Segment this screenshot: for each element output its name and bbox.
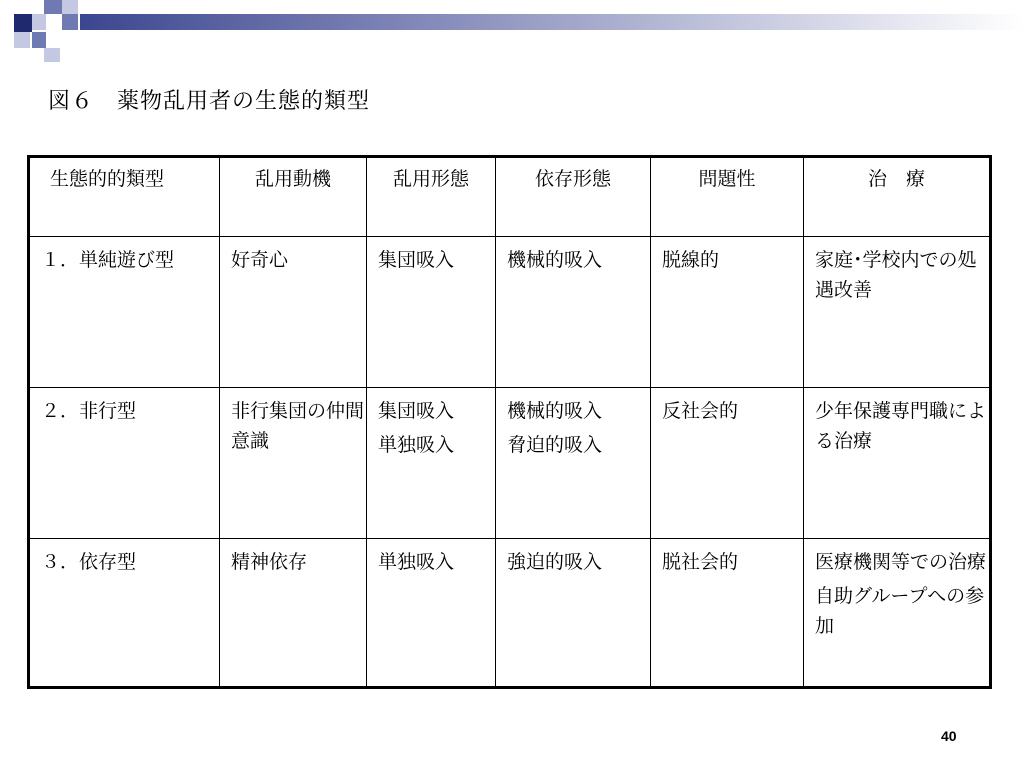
dependence-cell xyxy=(496,237,651,388)
table-row xyxy=(29,388,991,539)
treatment-text: 医療機関等での治療 xyxy=(815,551,987,573)
dependence-cell xyxy=(496,388,651,539)
problem-cell xyxy=(651,388,804,539)
dependence-text: 強迫的吸入 xyxy=(507,551,603,573)
motive-cell xyxy=(220,539,367,688)
deco-square-mid xyxy=(32,32,46,48)
motive-cell xyxy=(220,388,367,539)
motive-text: 精神依存 xyxy=(231,551,308,573)
problem-cell xyxy=(651,237,804,388)
deco-square-light xyxy=(14,32,30,48)
dependence-text: 機械的吸入 xyxy=(507,400,603,422)
type-cell xyxy=(29,388,220,539)
form-text: 単独吸入 xyxy=(378,551,455,573)
dependence-text: 機械的吸入 xyxy=(507,249,603,271)
treatment-cell xyxy=(804,237,991,388)
problem-cell xyxy=(651,539,804,688)
type-text: ３．依存型 xyxy=(41,551,137,573)
motive-text: 好奇心 xyxy=(231,249,289,271)
slide-title: 図６ 薬物乱用者の生態的類型 xyxy=(48,89,371,114)
header-cell: 乱用動機 xyxy=(220,157,367,237)
deco-square-light xyxy=(32,14,46,30)
form-text: 集団吸入 xyxy=(378,249,455,271)
header-cell: 依存形態 xyxy=(496,157,651,237)
table-row xyxy=(29,237,991,388)
header-cell: 治 療 xyxy=(804,157,991,237)
header-cell: 生態的的類型 xyxy=(29,157,220,237)
problem-text: 脱線的 xyxy=(662,249,720,271)
table-header-row xyxy=(29,157,991,237)
dependence-cell xyxy=(496,539,651,688)
type-text: ２．非行型 xyxy=(41,400,137,422)
header-cell: 乱用形態 xyxy=(367,157,496,237)
deco-square-light xyxy=(62,0,78,14)
motive-cell xyxy=(220,237,367,388)
type-cell xyxy=(29,237,220,388)
type-text: １．単純遊び型 xyxy=(41,249,175,271)
problem-text: 反社会的 xyxy=(662,400,739,422)
form-text: 集団吸入 xyxy=(378,400,455,422)
treatment-text: 自助グループへの参加 xyxy=(815,585,985,637)
deco-square-mid xyxy=(44,0,62,14)
treatment-cell xyxy=(804,388,991,539)
form-text: 単独吸入 xyxy=(378,434,455,456)
deco-square-mid xyxy=(62,14,78,30)
table-row xyxy=(29,539,991,688)
form-cell xyxy=(367,237,496,388)
page-number: 40 xyxy=(941,728,957,744)
deco-square-dark xyxy=(14,14,32,32)
problem-text: 脱社会的 xyxy=(662,551,739,573)
header-gradient-bar xyxy=(80,14,1024,30)
type-cell xyxy=(29,539,220,688)
typology-table xyxy=(27,155,992,689)
dependence-text: 脅迫的吸入 xyxy=(507,434,603,456)
form-cell xyxy=(367,388,496,539)
decorative-squares xyxy=(0,0,80,64)
header-cell: 問題性 xyxy=(651,157,804,237)
treatment-text: 少年保護専門職による治療 xyxy=(815,400,987,452)
motive-text: 非行集団の仲間意識 xyxy=(231,400,365,452)
form-cell xyxy=(367,539,496,688)
treatment-cell xyxy=(804,539,991,688)
treatment-text: 家庭･学校内での処遇改善 xyxy=(815,249,977,301)
deco-square-light xyxy=(44,48,60,62)
